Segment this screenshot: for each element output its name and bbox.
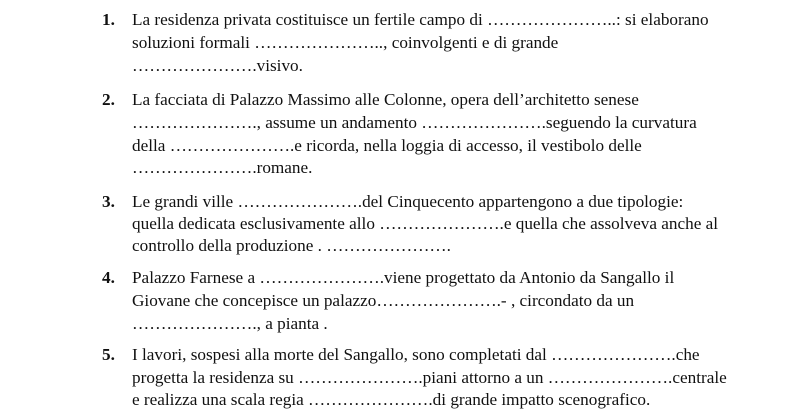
item-line: …………………., a pianta . bbox=[132, 314, 328, 333]
item-number: 5. bbox=[102, 345, 115, 364]
item-line: ………………….romane. bbox=[132, 158, 313, 177]
item-line: progetta la residenza su ………………….piani attorno a un ………………….centrale bbox=[132, 368, 727, 387]
item-line: La residenza privata costituisce un fertile campo di …………………..: si elaborano bbox=[132, 10, 709, 29]
item-line: ………………….visivo. bbox=[132, 56, 303, 75]
item-number: 1. bbox=[102, 10, 115, 29]
item-number: 2. bbox=[102, 90, 115, 109]
item-line: Le grandi ville ………………….del Cinquecento appartengono a due tipologie: bbox=[132, 192, 684, 211]
item-line: soluzioni formali ………………….., coinvolgenti e di grande bbox=[132, 33, 559, 52]
item-line: I lavori, sospesi alla morte del Sangallo, sono completati dal ………………….che bbox=[132, 345, 700, 364]
item-line: Palazzo Farnese a ………………….viene progettato da Antonio da Sangallo il bbox=[132, 268, 675, 287]
item-number: 4. bbox=[102, 268, 115, 287]
item-line: Giovane che concepisce un palazzo………………….- , circondato da un bbox=[132, 291, 635, 310]
item-line: e realizza una scala regia ………………….di grande impatto scenografico. bbox=[132, 390, 651, 409]
item-line: La facciata di Palazzo Massimo alle Colonne, opera dell’architetto senese bbox=[132, 90, 639, 109]
item-number: 3. bbox=[102, 192, 115, 211]
item-line: della ………………….e ricorda, nella loggia di accesso, il vestibolo delle bbox=[132, 136, 642, 155]
item-line: quella dedicata esclusivamente allo ………………….e quella che assolveva anche al bbox=[132, 214, 719, 233]
item-line: …………………., assume un andamento ………………….seguendo la curvatura bbox=[132, 113, 697, 132]
item-line: controllo della produzione . …………………. bbox=[132, 236, 451, 255]
